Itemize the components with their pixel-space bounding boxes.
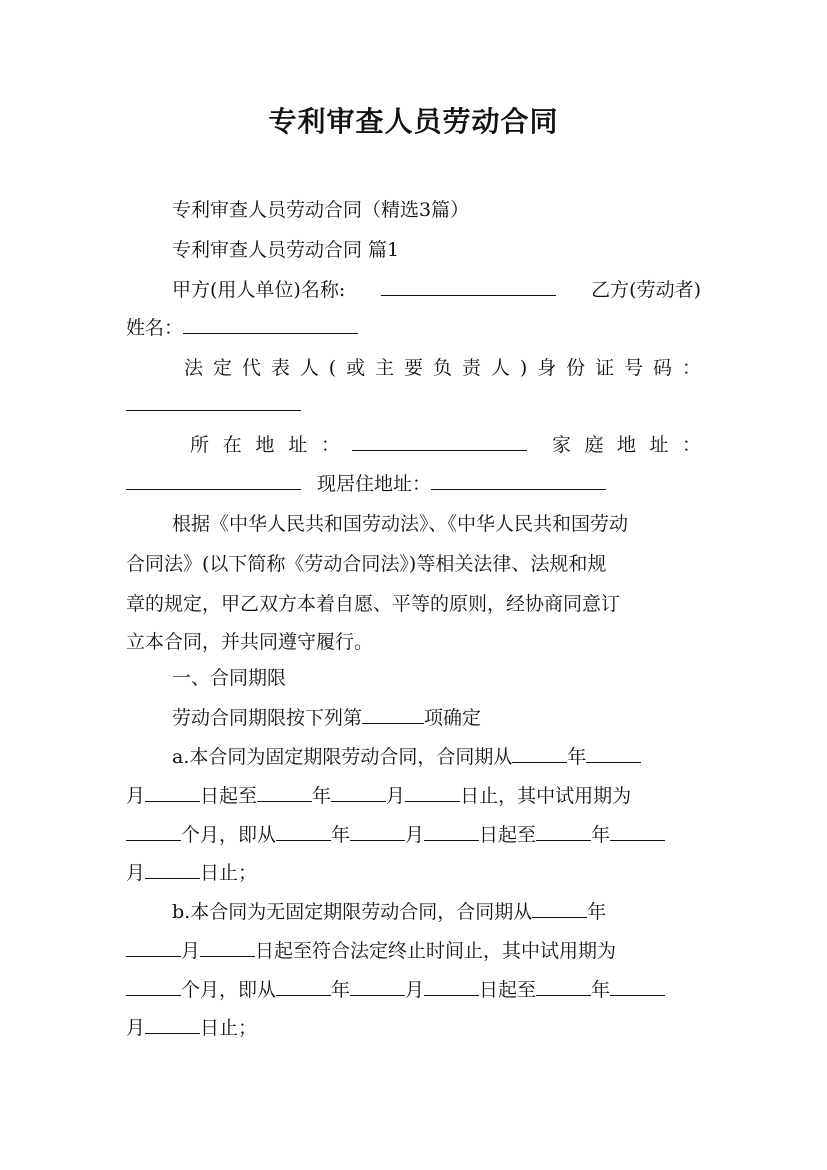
blank — [145, 1016, 200, 1034]
legal-rep-char: 负 — [432, 357, 452, 379]
legal-rep-char: 表 — [270, 357, 290, 379]
day-from-label: 日起至 — [479, 979, 537, 1001]
address-char: 所 — [190, 434, 210, 456]
intro-line-3: 章的规定，甲乙双方本着自愿、平等的原则，经协商同意订 — [126, 593, 621, 615]
subtitle: 专利审查人员劳动合同（精选3篇） — [172, 199, 470, 221]
month-label: 月 — [181, 940, 201, 962]
clause-b-text: b.本合同为无固定期限劳动合同，合同期从 — [172, 901, 533, 923]
year-label: 年 — [331, 979, 351, 1001]
legal-rep-char: 号 — [624, 357, 644, 379]
blank — [126, 978, 181, 996]
legal-rep-char: 人 — [490, 357, 510, 379]
year-label: 年 — [591, 824, 611, 846]
current-address-blank — [431, 472, 606, 490]
current-address-label: 现居住地址： — [317, 473, 432, 495]
home-address-label — [552, 433, 701, 457]
month-label: 月 — [386, 785, 406, 807]
legal-rep-char: 代 — [241, 357, 261, 379]
months-label: 个月，即从 — [181, 979, 277, 1001]
blank — [405, 784, 460, 802]
clause-a-line-2 — [126, 784, 701, 808]
legal-rep-line — [126, 356, 701, 380]
blank — [145, 784, 200, 802]
legal-rep-char: ： — [681, 357, 701, 379]
party-a-blank — [381, 278, 556, 296]
blank — [536, 823, 591, 841]
party-b-label: 乙方(劳动者) — [591, 279, 701, 301]
blank — [610, 823, 665, 841]
day-end-label: 日止； — [200, 862, 258, 884]
legal-rep-char: 或 — [346, 357, 366, 379]
section-1-title: 一、合同期限 — [172, 667, 287, 689]
address-char: ： — [320, 434, 340, 456]
day-end-label: 日止； — [200, 1017, 258, 1039]
month-label: 月 — [126, 785, 146, 807]
name-label: 姓名： — [126, 317, 184, 339]
clause-b-line-3 — [126, 978, 701, 1002]
blank — [424, 823, 479, 841]
address-line — [126, 433, 701, 457]
blank — [276, 978, 331, 996]
home-address-char: 家 — [552, 434, 572, 456]
blank — [145, 861, 200, 879]
id-blank-line — [126, 393, 701, 417]
day-from-label: 日起至 — [479, 824, 537, 846]
blank — [610, 978, 665, 996]
term-intro-suffix: 项确定 — [424, 707, 482, 729]
legal-rep-char: 定 — [212, 357, 232, 379]
legal-rep-char: 责 — [461, 357, 481, 379]
year-label: 年 — [312, 785, 332, 807]
month-label: 月 — [126, 1017, 146, 1039]
address-char: 在 — [222, 434, 242, 456]
blank — [331, 784, 386, 802]
home-address-blank — [126, 472, 301, 490]
month-label: 月 — [405, 824, 425, 846]
legal-rep-char: 身 — [537, 357, 557, 379]
party-a-label: 甲方(用人单位)名称: — [172, 279, 346, 301]
blank — [586, 745, 641, 763]
until-law-label: 日起至符合法定终止时间止，其中试用期为 — [255, 940, 617, 962]
term-intro — [126, 706, 747, 730]
blank — [512, 745, 567, 763]
clause-a-line-3 — [126, 823, 701, 847]
name-line — [126, 316, 701, 340]
clause-b-line-1 — [126, 900, 747, 924]
legal-rep-char: 法 — [184, 357, 204, 379]
home-address-char: 址 — [649, 434, 669, 456]
blank — [350, 823, 405, 841]
blank — [276, 823, 331, 841]
blank — [200, 939, 255, 957]
legal-rep-char: 码 — [653, 357, 673, 379]
months-label: 个月，即从 — [181, 824, 277, 846]
legal-rep-char: 主 — [375, 357, 395, 379]
legal-rep-char: 人 — [299, 357, 319, 379]
month-label: 月 — [405, 979, 425, 1001]
current-address-line — [126, 472, 701, 496]
address-char: 地 — [255, 434, 275, 456]
intro-line-4: 立本合同，并共同遵守履行。 — [126, 631, 374, 653]
legal-rep-char: ( — [328, 357, 337, 379]
intro-line-1: 根据《中华人民共和国劳动法》、《中华人民共和国劳动 — [172, 513, 629, 535]
address-char: 址 — [288, 434, 308, 456]
clause-a-text: a.本合同为固定期限劳动合同，合同期从 — [172, 746, 513, 768]
id-number-blank — [126, 393, 301, 411]
clause-b-line-4 — [126, 1016, 701, 1040]
piece-heading: 专利审查人员劳动合同 篇1 — [172, 239, 400, 261]
legal-rep-char: 份 — [566, 357, 586, 379]
year-label: 年 — [567, 746, 587, 768]
term-item-blank — [362, 706, 424, 724]
clause-b-line-2 — [126, 939, 701, 963]
month-label: 月 — [126, 862, 146, 884]
legal-rep-char: ) — [519, 357, 528, 379]
blank — [532, 900, 587, 918]
blank — [126, 823, 181, 841]
home-address-char: 地 — [616, 434, 636, 456]
clause-a-line-1 — [126, 745, 747, 769]
blank — [424, 978, 479, 996]
address-label — [190, 433, 340, 457]
home-address-char: ： — [681, 434, 701, 456]
year-label: 年 — [331, 824, 351, 846]
blank — [350, 978, 405, 996]
address-blank — [352, 433, 527, 451]
page-title: 专利审查人员劳动合同 — [268, 105, 559, 138]
blank — [257, 784, 312, 802]
clause-a-line-4 — [126, 861, 701, 885]
legal-rep-char: 要 — [404, 357, 424, 379]
intro-line-2: 合同法》(以下简称《劳动合同法》)等相关法律、法规和规 — [126, 553, 607, 575]
year-label: 年 — [587, 901, 607, 923]
party-line — [126, 278, 701, 302]
day-from-label: 日起至 — [200, 785, 258, 807]
day-until-label: 日止，其中试用期为 — [460, 785, 632, 807]
blank — [126, 939, 181, 957]
blank — [536, 978, 591, 996]
legal-rep-char: 证 — [595, 357, 615, 379]
term-intro-text: 劳动合同期限按下列第 — [172, 707, 363, 729]
year-label: 年 — [591, 979, 611, 1001]
home-address-char: 庭 — [584, 434, 604, 456]
name-blank — [183, 316, 358, 334]
